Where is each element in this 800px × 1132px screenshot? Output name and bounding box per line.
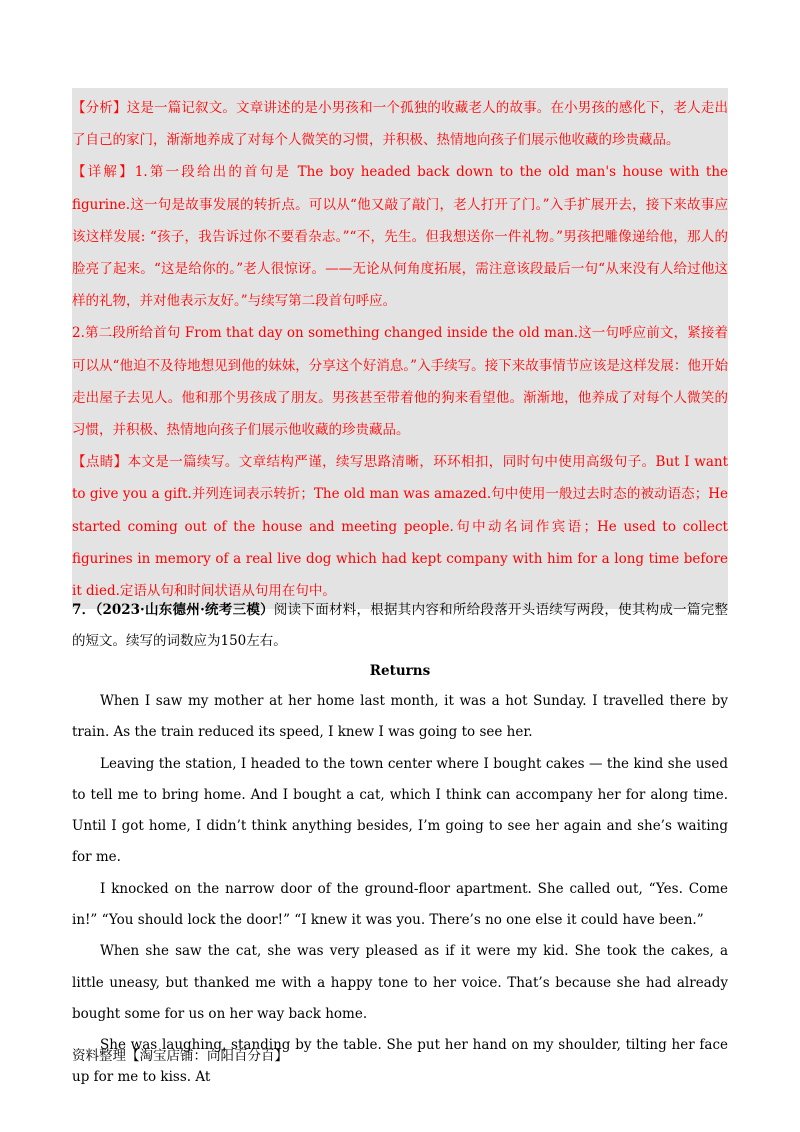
analysis-tag: 【分析】 (72, 100, 127, 116)
story-paragraph: She was laughing, standing by the table. She put her hand on my shoulder, tilting her face up for me to kiss. At (72, 1037, 728, 1085)
comment-text: 本文是一篇续写。文章结构严谨，续写思路清晰，环环相扣，同时句中使用高级句子。But I want to give you a gift.并列连词表示转折；The old man was amazed.句中使用一般过去时态的被动语态；He started coming out of the house and meeting people.句中动名词作宾语；He used to collect figurines in memory of a real live dog which had kept company with him for a long time before it died.定语从句和时间状语从句用在句中。 (72, 454, 728, 600)
question-source: （2023·山东德州·统考三模） (95, 602, 274, 618)
detail-tag: 【详解】 (72, 164, 135, 181)
analysis-text: 这是一篇记叙文。文章讲述的是小男孩和一个孤独的收藏老人的故事。在小男孩的感化下，老人走出了自己的家门，渐渐地养成了对每个人微笑的习惯，并积极、热情地向孩子们展示他收藏的珍贵藏品。 (72, 100, 729, 149)
story-paragraph: Leaving the station, I headed to the town center where I bought cakes — the kind she used to tell me to bring home. And I bought a cat, which I think can accompany her for along time. Until I got home, I didn’t think anything besides, I’m going to see her again and she’s waiting for me. (72, 755, 728, 866)
story-paragraph: I knocked on the narrow door of the ground-floor apartment. She called out, “Yes. Come in!” “You should lock the door!” “I knew it was you. There’s no one else it could have been.” (72, 880, 728, 929)
question-instruction: 阅读下面材料，根据其内容和所给段落开头语续写两段，使其构成一篇完整的短文。续写的词数应为150左右。 (72, 602, 728, 649)
story-title: Returns (369, 663, 431, 679)
question-number: 7． (72, 602, 96, 618)
detail-paragraph-1 (72, 156, 728, 317)
story-paragraph: When she saw the cat, she was very pleased as if it were my kid. She took the cakes, a little uneasy, but thanked me with a happy tone to her voice. That’s because she had already bought some for us on her way back home. (72, 943, 728, 1022)
page-footer: 资料整理【淘宝店铺：向阳百分百】 (72, 1048, 288, 1064)
comment-paragraph (72, 446, 728, 607)
answer-analysis-block (72, 88, 728, 609)
story-body (72, 686, 728, 1093)
question-prompt (72, 595, 728, 657)
story-paragraph: When I saw my mother at her home last month, it was a hot Sunday. I travelled there by train. As the train reduced its speed, I knew I was going to see her. (72, 693, 728, 741)
comment-tag: 【点睛】 (72, 454, 128, 471)
detail-text-1: 1.第一段给出的首句是 The boy headed back down to the old man's house with the figurine.这一句是故事发展的转折点。可以从“他又敲了敲门，老人打开了门。”入手扩展开去，接下来故事应该这样发展: “孩子，我告诉过你不要看杂志。”“不，先生。但我想送你一件礼物。”男孩把雕像递给他，那人的脸亮了起来。“这是给你的。”老人很惊讶。——无论从何角度拓展，需注意该段最后一句“从来没有人给过他这样的礼物，并对他表示友好。”与续写第二段首句呼应。 (72, 164, 729, 310)
analysis-paragraph (72, 92, 728, 156)
detail-paragraph-2: 2.第二段所给首句 From that day on something changed inside the old man.这一句呼应前文，紧接着可以从“他迫不及待地想见到他的妹妹，分享这个好消息。”入手续写。接下来故事情节应该是这样发展：他开始走出屋子去见人。他和那个男孩成了朋友。男孩甚至带着他的狗来看望他。渐渐地，他养成了对每个人微笑的习惯，并积极、热情地向孩子们展示他收藏的珍贵藏品。 (72, 325, 728, 439)
